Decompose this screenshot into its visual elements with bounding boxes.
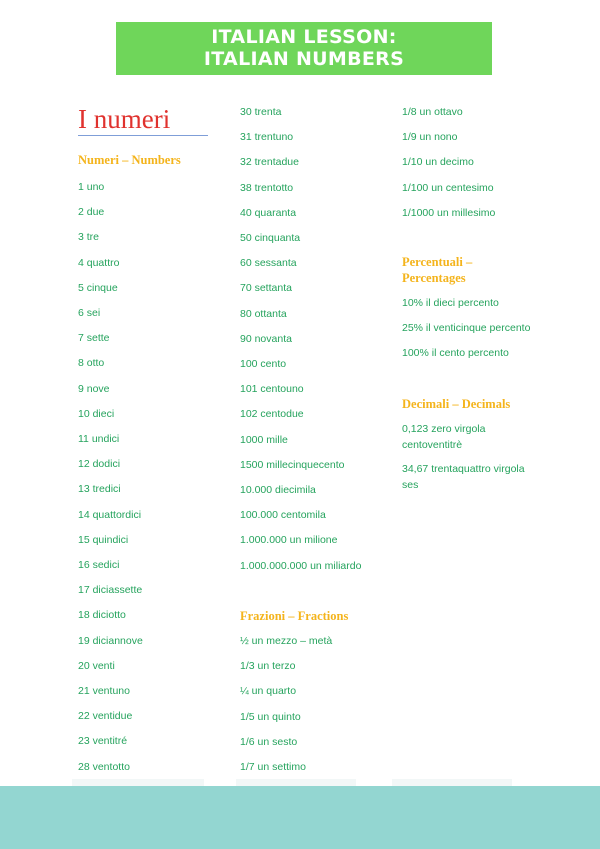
- list-item: 1/1000 un millesimo: [402, 206, 496, 219]
- list-item: 14 quattordici: [78, 508, 142, 521]
- list-item: 32 trentadue: [240, 156, 299, 169]
- section-title-percentages: [402, 254, 472, 286]
- list-item: 8 otto: [78, 357, 105, 370]
- list-item: 1/6 un sesto: [240, 735, 298, 748]
- list-item: 100% il cento percento: [402, 347, 509, 360]
- list-item: 1/8 un ottavo: [402, 106, 463, 118]
- lesson-banner: [116, 22, 492, 75]
- list-item: 1/3 un terzo: [240, 660, 296, 673]
- list-item: 16 sedici: [78, 559, 120, 571]
- list-item: 1 uno: [78, 181, 105, 193]
- list-item: 101 centouno: [240, 383, 304, 396]
- list-item: 10% il dieci percento: [402, 297, 499, 309]
- list-item: 38 trentotto: [240, 181, 294, 194]
- list-item: 1500 millecinquecento: [240, 458, 345, 471]
- list-item: 1.000.000 un milione: [240, 534, 338, 547]
- list-item: 28 ventotto: [78, 760, 130, 773]
- list-item: 18 diciotto: [78, 609, 126, 622]
- list-item: 34,67 trentaquattro virgola ses: [402, 463, 525, 491]
- list-item: 100 cento: [240, 358, 287, 370]
- footer-band: [0, 786, 600, 849]
- list-item: 5 cinque: [78, 281, 118, 294]
- list-item: 22 ventidue: [78, 710, 133, 723]
- percentages-title-line-1: Percentuali –: [402, 255, 473, 269]
- list-item: 6 sei: [78, 307, 101, 319]
- section-title-decimals: Decimali – Decimals: [402, 397, 511, 411]
- percentages-title-line-2: Percentages: [402, 271, 466, 285]
- page-title: I numeri: [78, 104, 171, 134]
- list-item: 15 quindici: [78, 533, 129, 546]
- list-item: 2 due: [78, 206, 105, 219]
- list-item: 31 trentuno: [240, 131, 294, 144]
- list-item: 1000 mille: [240, 433, 288, 446]
- section-title-numbers: Numeri – Numbers: [78, 153, 181, 167]
- list-item: 1/10 un decimo: [402, 156, 474, 169]
- list-item: 4 quattro: [78, 256, 120, 269]
- list-item: 0,123 zero virgola centoventitrè: [402, 423, 486, 451]
- list-item: 21 ventuno: [78, 685, 130, 697]
- list-item: 70 settanta: [240, 282, 292, 295]
- list-item: 13 tredici: [78, 483, 121, 496]
- list-item: 10.000 diecimila: [240, 484, 316, 496]
- list-item: 1/5 un quinto: [240, 710, 301, 723]
- list-item: 19 diciannove: [78, 634, 143, 647]
- list-item: 30 trenta: [240, 106, 282, 118]
- banner-line-2: ITALIAN NUMBERS: [203, 48, 405, 70]
- list-item: 40 quaranta: [240, 206, 297, 219]
- title-underline: [78, 135, 208, 136]
- list-item: 60 sessanta: [240, 257, 297, 270]
- list-item: 1/9 un nono: [402, 131, 458, 144]
- list-item: 17 diciassette: [78, 584, 143, 597]
- list-item: 1/100 un centesimo: [402, 181, 494, 194]
- list-item: 25% il venticinque percento: [402, 322, 531, 335]
- list-item: 11 undici: [78, 433, 120, 445]
- list-item: 1.000.000.000 un miliardo: [240, 559, 362, 572]
- list-item: 100.000 centomila: [240, 509, 326, 522]
- list-item: 12 dodici: [78, 458, 121, 471]
- list-item: 20 venti: [78, 659, 115, 672]
- list-item: 50 cinquanta: [240, 232, 301, 244]
- section-title-fractions: Frazioni – Fractions: [240, 609, 349, 623]
- list-item: ¼ un quarto: [240, 685, 297, 698]
- list-item: 102 centodue: [240, 408, 304, 421]
- list-item: ½ un mezzo – metà: [240, 635, 333, 647]
- list-item: 9 nove: [78, 382, 110, 395]
- list-item: 90 novanta: [240, 332, 292, 345]
- banner-line-1: ITALIAN LESSON:: [211, 26, 397, 48]
- list-item: 1/7 un settimo: [240, 761, 306, 773]
- list-item: 7 sette: [78, 332, 110, 345]
- list-item: 23 ventitré: [78, 735, 128, 748]
- list-item: 3 tre: [78, 231, 100, 244]
- list-item: 80 ottanta: [240, 307, 287, 320]
- list-item: 10 dieci: [78, 407, 115, 420]
